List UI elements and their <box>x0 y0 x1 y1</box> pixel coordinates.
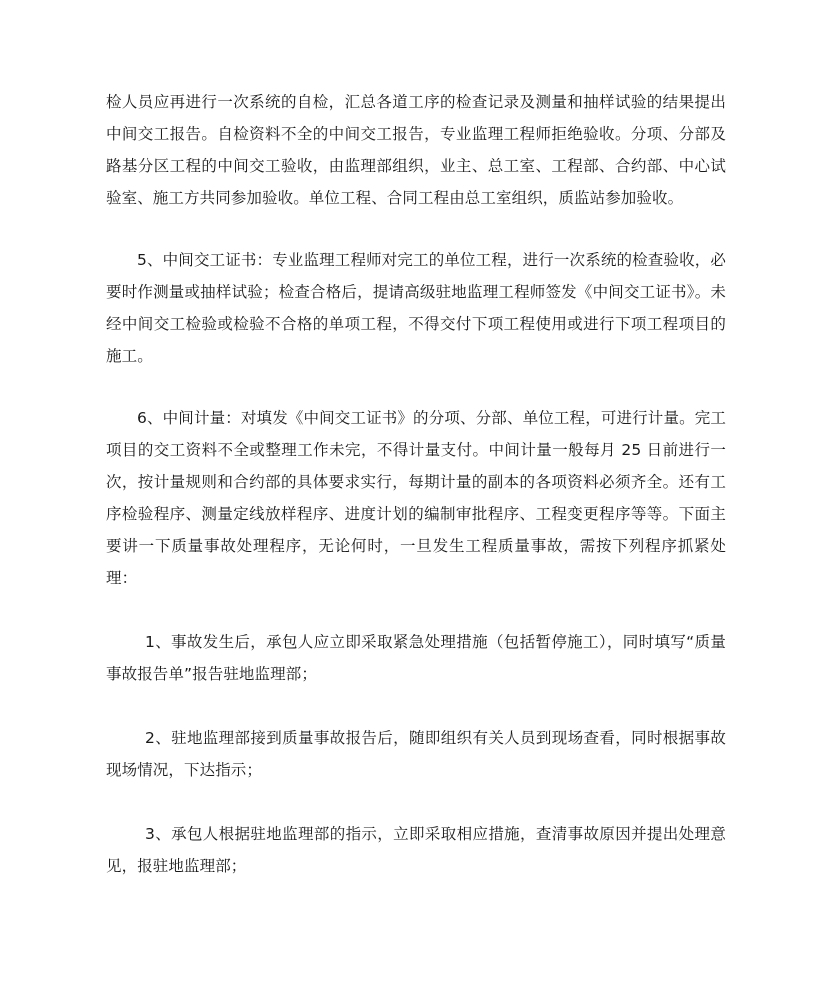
paragraph-inspection-report: 检人员应再进行一次系统的自检，汇总各道工序的检查记录及测量和抽样试验的结果提出中间交工报告。自检资料不全的中间交工报告，专业监理工程师拒绝验收。分项、分部及路基分区工程的中间交工验收，由监理部组织，业主、总工室、工程部、合约部、中心试验室、施工方共同参加验收。单位工程、合同工程由总工室组织，质监站参加验收。 <box>106 93 726 207</box>
paragraph-interim-measurement: 6、中间计量：对填发《中间交工证书》的分项、分部、单位工程，可进行计量。完工项目的交工资料不全或整理工作未完，不得计量支付。中间计量一般每月 25 日前进行一次，按计量规则和合约部的具体要求实行，每期计量的副本的各项资料必须齐全。还有工序检验程序、测量定线放样程序、进度计划的编制审批程序、工程变更程序等等。下面主要讲一下质量事故处理程序，无论何时，一旦发生工程质量事故，需按下列程序抓紧处理： <box>106 409 726 587</box>
list-item-accident-step-1: 1、事故发生后，承包人应立即采取紧急处理措施（包括暂停施工），同时填写“质量事故报告单”报告驻地监理部； <box>106 633 726 683</box>
document-body <box>106 86 726 882</box>
paragraph-interim-handover-certificate: 5、中间交工证书：专业监理工程师对完工的单位工程，进行一次系统的检查验收，必要时作测量或抽样试验；检查合格后，提请高级驻地监理工程师签发《中间交工证书》。未经中间交工检验或检验不合格的单项工程，不得交付下项工程使用或进行下项工程项目的施工。 <box>106 251 726 365</box>
list-item-accident-step-2: 2、驻地监理部接到质量事故报告后，随即组织有关人员到现场查看，同时根据事故现场情况，下达指示； <box>106 729 726 779</box>
list-item-accident-step-3: 3、承包人根据驻地监理部的指示，立即采取相应措施，查清事故原因并提出处理意见，报驻地监理部； <box>106 825 726 875</box>
